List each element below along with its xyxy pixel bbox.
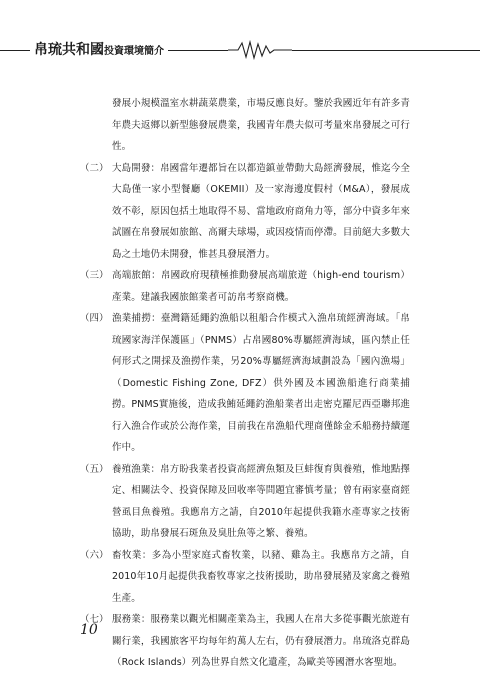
item-number: （二） bbox=[80, 162, 109, 174]
paragraph-text: 服務業：服務業以觀光相關產業為主，我國人在帛大多從事觀光旅遊有關行業，我國旅客平均每年約萬人左右，仍有發展潛力。帛琉洛克群島（Rock Islands）列為世界自然文化遺產，為歐美等國潛水客聖地。 bbox=[112, 614, 410, 668]
list-item bbox=[80, 265, 410, 308]
paragraph-text: 發展小規模溫室水耕蔬菜農業，市場反應良好。鑒於我國近年有許多青年農夫返鄉以新型態發展農業，我國青年農夫似可考量來帛發展之可行性。 bbox=[112, 98, 410, 152]
paragraph-text: 漁業捕撈：臺灣籍延繩釣漁船以租船合作模式入漁帛琉經濟海域。「帛琉國家海洋保護區」（PNMS）占帛國80%專屬經濟海域，區內禁止任何形式之開採及漁撈作業，另20%專屬經濟海域劃設為「國內漁場」（Domestic Fishing Zone, DFZ）供外國及本國漁船進行商業捕撈。PNMS實施後，造成我鮪延繩釣漁船業者出走密克羅尼西亞聯邦進行入漁合作或於公海作業，目前我在帛漁船代理商僅餘金禾船務持續運作中。 bbox=[112, 313, 410, 453]
header-country: 帛琉共和國 bbox=[34, 42, 104, 58]
page-header bbox=[0, 40, 480, 60]
paragraph-text: 養殖漁業：帛方盼我業者投資高經濟魚類及巨蚌復育與養殖，惟地點擇定、相關法令、投資保障及回收率等問題宜審慎考量；曾有兩家臺商經營虱目魚養殖。我應帛方之請，自2010年起提供我籍水產專家之技術協助，助帛發展石斑魚及臭肚魚等之繁、養殖。 bbox=[112, 463, 410, 539]
body-content bbox=[80, 93, 410, 674]
list-item bbox=[80, 545, 410, 610]
paragraph-text: 高端旅館：帛國政府現積極推動發展高端旅遊（high-end tourism）產業。建議我國旅館業者可訪帛考察商機。 bbox=[112, 270, 410, 303]
header-title bbox=[30, 40, 168, 62]
item-number: （六） bbox=[80, 549, 109, 561]
list-item bbox=[80, 609, 410, 674]
item-number: （三） bbox=[80, 270, 109, 281]
list-item bbox=[80, 308, 410, 459]
page-number: 10 bbox=[80, 622, 98, 638]
item-number: （七） bbox=[80, 614, 109, 625]
item-number: （四） bbox=[80, 313, 109, 324]
paragraph-continuation bbox=[80, 93, 410, 158]
header-subtitle: 投資環境簡介 bbox=[104, 46, 164, 57]
item-number: （五） bbox=[80, 463, 109, 475]
paragraph-text: 大島開發：帛國當年遷都旨在以都造鎮並帶動大島經濟發展，惟迄今全大島僅一家小型餐廳（OKEMII）及一家海邊度假村（M&A），發展成效不彰，原因包括土地取得不易、當地政府商角力等，部分中資多年來試圖在帛發展如旅館、高爾夫球場，或因疫情而停滯。目前絕大多數大島之土地仍未開發，惟甚具發展潛力。 bbox=[112, 162, 410, 260]
list-item bbox=[80, 459, 410, 545]
paragraph-text: 畜牧業：多為小型家庭式畜牧業，以豬、雞為主。我應帛方之請，自2010年10月起提供我畜牧專家之技術援助，助帛發展豬及家禽之養殖生產。 bbox=[112, 549, 410, 604]
list-item bbox=[80, 158, 410, 266]
heartbeat-wave-icon bbox=[228, 40, 292, 60]
